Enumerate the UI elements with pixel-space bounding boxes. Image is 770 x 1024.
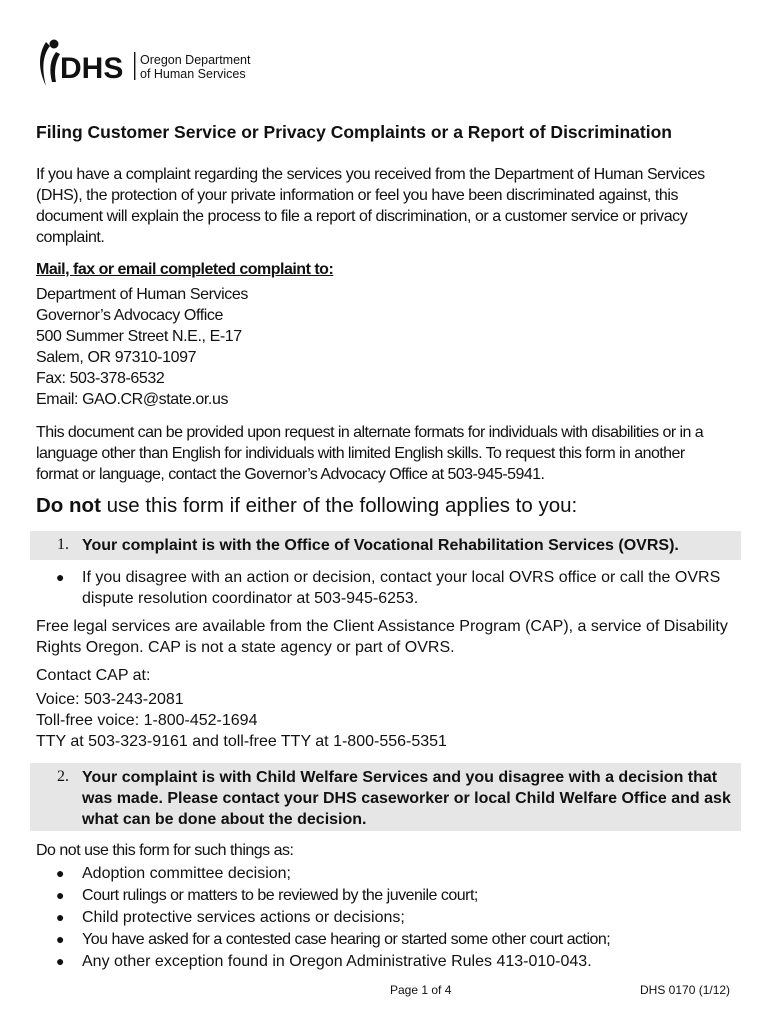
item1-band [30, 531, 741, 560]
intro-paragraph: If you have a complaint regarding the services you received from the Department of Human Services (DHS), the protection of your private information or feel you have been discriminated against, this document will explain the process to file a report of discrimination, or a customer service or privacy complaint. [36, 166, 705, 246]
cap-voice: Voice: 503-243-2081 [36, 691, 184, 708]
item1-bullet-text: If you disagree with an action or decision, contact your local OVRS office or call the OVRS dispute resolution coordinator at 503-945-6253. [82, 569, 721, 607]
item2-heading: Your complaint is with Child Welfare Services and you disagree with a decision that was made. Please contact your DHS caseworker or local Child Welfare Office and ask what can be done about the decision. [82, 769, 731, 828]
do-not-rest: use this form if either of the following applies to you: [100, 494, 578, 517]
item1-bullet [56, 567, 730, 609]
legal-services-paragraph: Free legal services are available from the Client Assistance Program (CAP), a service of Disability Rights Oregon. CAP is not a state agency or part of OVRS. [36, 618, 728, 656]
do-not-bold: Do not [36, 494, 101, 517]
contact-cap-heading: Contact CAP at: [36, 667, 151, 684]
address-line: Salem, OR 97310-1097 [36, 349, 197, 366]
alternate-formats-paragraph: This document can be provided upon request in alternate formats for individuals with disabilities or in a language other than English for individuals with limited English skills. To request this form in another format or language, contact the Governor’s Advocacy Office at 503-945-5941. [36, 424, 704, 483]
bullet-icon: ● [56, 953, 65, 969]
item1-number: 1. [57, 536, 69, 553]
item2-band [30, 763, 741, 831]
cap-tty: TTY at 503-323-9161 and toll-free TTY at 1-800-556-5351 [36, 733, 447, 750]
cap-toll-free: Toll-free voice: 1-800-452-1694 [36, 712, 258, 729]
address-line: 500 Summer Street N.E., E-17 [36, 328, 242, 345]
org-line-2: of Human Services [140, 67, 246, 81]
fax-line: Fax: 503-378-6532 [36, 370, 165, 387]
bullet-icon: ● [56, 909, 65, 925]
list-item-text: You have asked for a contested case hearing or started some other court action; [82, 931, 611, 948]
list-item [56, 907, 730, 928]
page-number: Page 1 of 4 [390, 983, 452, 997]
do-not-heading [36, 494, 730, 518]
mail-heading: Mail, fax or email completed complaint to: [36, 261, 334, 278]
address-line: Department of Human Services [36, 286, 249, 303]
page-title: Filing Customer Service or Privacy Complaints or a Report of Discrimination [36, 122, 672, 142]
dhs-logo [36, 36, 266, 94]
item1-heading: Your complaint is with the Office of Vocational Rehabilitation Services (OVRS). [82, 537, 679, 554]
list-item [56, 951, 730, 972]
logo-text: DHS [60, 52, 124, 85]
list-item [56, 885, 730, 906]
list-item-text: Child protective services actions or decisions; [82, 909, 405, 926]
list-item [56, 863, 730, 884]
list-item-text: Any other exception found in Oregon Administrative Rules 413-010-043. [82, 953, 592, 970]
org-line-1: Oregon Department [140, 53, 251, 67]
bullet-icon: ● [56, 887, 65, 903]
address-line: Governor’s Advocacy Office [36, 307, 224, 324]
bullet-icon: ● [56, 569, 65, 585]
bullet-icon: ● [56, 865, 65, 881]
dhs-figure-icon [36, 36, 266, 94]
mail-address-block [36, 284, 730, 410]
bullet-icon: ● [56, 931, 65, 947]
list-item-text: Adoption committee decision; [82, 865, 291, 882]
item2-number: 2. [57, 768, 69, 785]
list-item-text: Court rulings or matters to be reviewed by the juvenile court; [82, 887, 478, 904]
list-item [56, 929, 730, 950]
item2-intro: Do not use this form for such things as: [36, 842, 294, 859]
email-line: Email: GAO.CR@state.or.us [36, 391, 229, 408]
form-id: DHS 0170 (1/12) [640, 983, 731, 997]
